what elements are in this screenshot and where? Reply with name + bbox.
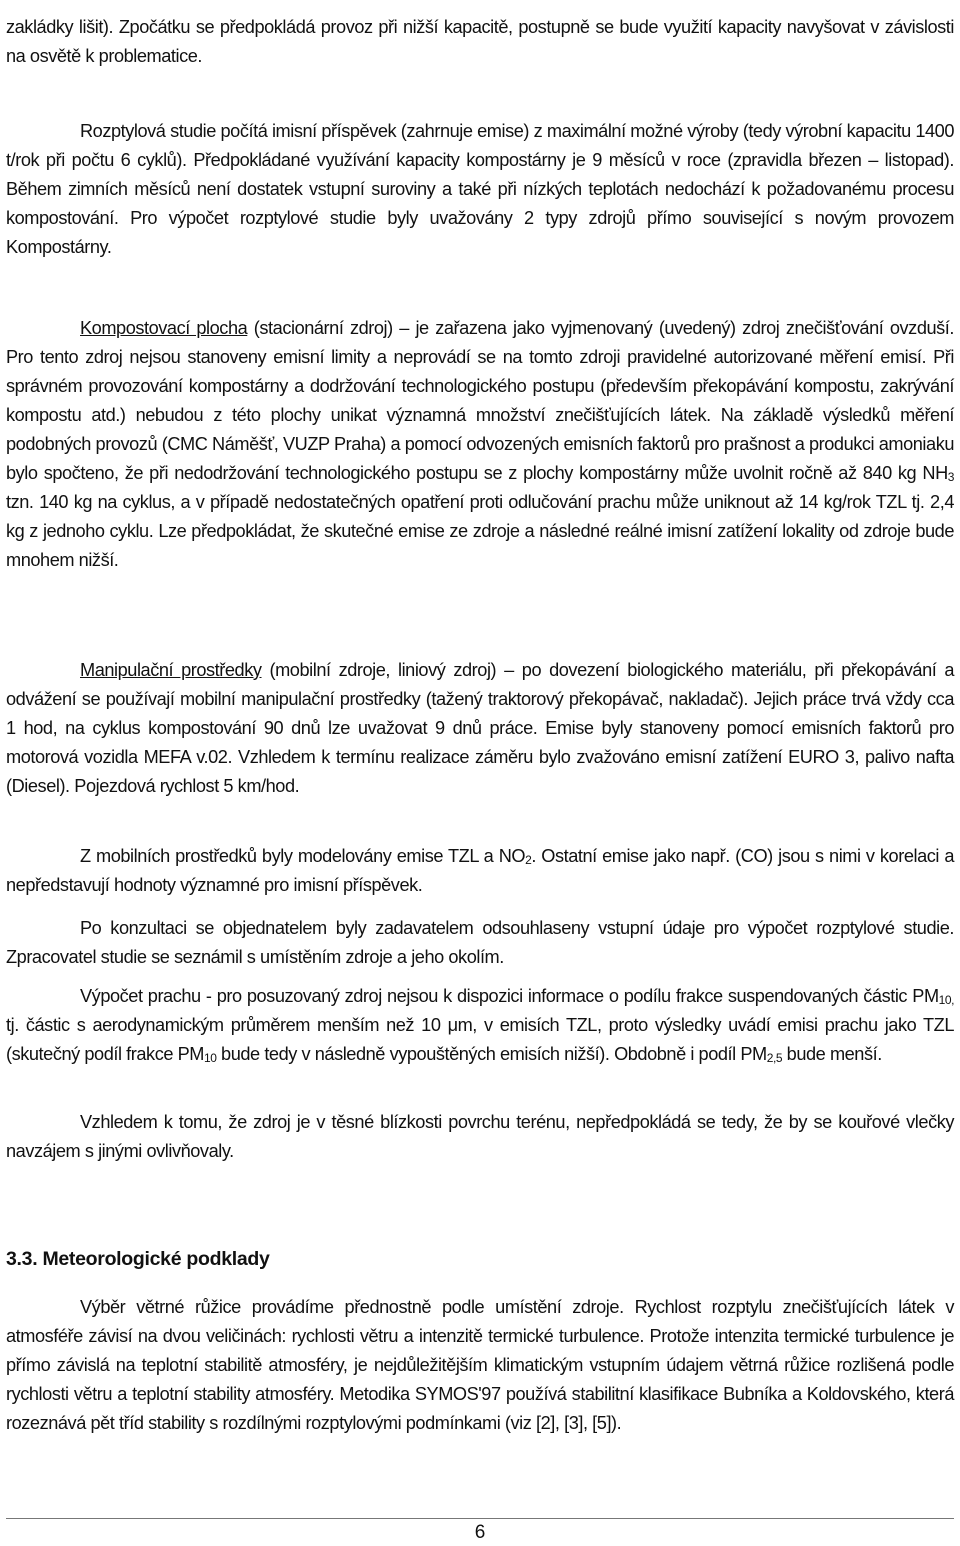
paragraph-vypocet-prachu: Výpočet prachu - pro posuzovaný zdroj nejsou k dispozici informace o podílu frakce suspendovaných částic $PM_{10,}$ tj. částic s aerodynamickým průměrem menším než 10 μm, v emisích TZL, proto výsledky uvádí emisi prachu jako TZL (skutečný podíl frakce $PM_{10}$ bude tedy v následně vypouštěných emisích nižší). Obdobně i podíl $PM_{2,5}$ bude menší. — [6, 986, 954, 1065]
paragraph-manipulacni-prostredky: Manipulační prostředky (mobilní zdroje, liniový zdroj) – po dovezení biologického materiálu, při překopávání a odvážení se používají mobilní manipulační prostředky (tažený traktorový překopávač, nakladač). Jejich práce trvá vždy cca 1 hod, na cyklus kompostování 90 dnů lze uvažovat 9 dnů práce. Emise byly stanoveny pomocí emisních faktorů pro motorová vozidla MEFA v.02. Vzhledem k termínu realizace záměru bylo zvažováno emisní zatížení EURO 3, palivo nafta (Diesel). Pojezdová rychlost 5 km/hod. — [6, 660, 954, 796]
page-number: 6 — [474, 1522, 486, 1543]
paragraph-meteorologicke-podklady: Výběr větrné růžice provádíme přednostně podle umístění zdroje. Rychlost rozptylu znečišťujících látek v atmosféře závisí na dvou veličinách: rychlosti větru a intenzitě termické turbulence. Protože intenzita termické turbulence je přímo závislá na teplotní stabilitě atmosféry, je nejdůležitějším klimatickým vstupním údajem větrná růžice rozlišená podle rychlosti větru a teplotní stability atmosféry. Metodika SYMOS'97 používá stabilitní klasifikace Bubníka a Koldovského, která rozeznává pět tříd stability s rozdílnými rozptylovými podmínkami (viz [2], [3], [5]). — [6, 1297, 954, 1433]
paragraph-2: Rozptylová studie počítá imisní příspěvek (zahrnuje emise) z maximální možné výroby (tedy výrobní kapacitu 1400 t/rok při počtu 6 cyklů). Předpokládané využívání kapacity kompostárny je 9 měsíců v roce (zpravidla březen – listopad). Během zimních měsíců není dostatek vstupní suroviny a také při nízkých teplotách nedochází k požadovanému procesu kompostování. Pro výpočet rozptylové studie byly uvažovány 2 typy zdrojů přímo související s novým provozem Kompostárny. — [6, 121, 954, 257]
footer-divider — [6, 1518, 954, 1519]
paragraph-1: zakládky lišit). Zpočátku se předpokládá provoz při nižší kapacitě, postupně se bude využití kapacity navyšovat v závislosti na osvětě k problematice. — [6, 17, 954, 66]
manipulacni-prostredky-term: Manipulační prostředky — [80, 660, 262, 680]
paragraph-mobilni-prostredky: Z mobilních prostředků byly modelovány emise TZL a $NO_2$. Ostatní emise jako např. (CO) jsou s nimi v korelaci a nepředstavují hodnoty významné pro imisní příspěvek. — [6, 846, 954, 895]
paragraph-konzultace: Po konzultaci se objednatelem byly zadavatelem odsouhlaseny vstupní údaje pro výpočet rozptylové studie. Zpracovatel studie se seznámil s umístěním zdroje a jeho okolím. — [6, 918, 954, 967]
paragraph-kourove-vlecky: Vzhledem k tomu, že zdroj je v těsné blízkosti povrchu terénu, nepředpokládá se tedy, že by se kouřové vlečky navzájem s jinými ovlivňovaly. — [6, 1112, 954, 1161]
kompostovaci-plocha-term: Kompostovací plocha — [80, 318, 248, 338]
section-heading: 3.3. Meteorologické podklady — [6, 1248, 270, 1270]
paragraph-kompostovaci-plocha: Kompostovací plocha (stacionární zdroj) – je zařazena jako vyjmenovaný (uvedený) zdroj znečišťování ovzduší. Pro tento zdroj nejsou stanoveny emisní limity a neprovádí se na tomto zdroji pravidelné autorizované měření emisí. Při správném provozování kompostárny a dodržování technologického postupu (především překopávání kompostu, zakrývání kompostu atd.) nebudou z této plochy unikat významná množství znečišťujících látek. Na základě výsledků měření podobných provozů (CMC Náměšť, VUZP Praha) a pomocí odvozených emisních faktorů pro prašnost a produkci amoniaku bylo spočteno, že při nedodržování technologického postupu se z plochy kompostárny může uvolnit ročně až 840 kg $NH_3$ tzn. 140 kg na cyklus, a v případě nedostatečných opatření proti odlučování prachu může uniknout až 14 kg/rok TZL tj. 2,4 kg z jednoho cyklu. Lze předpokládat, že skutečné emise ze zdroje a následné reálné imisní zatížení lokality od zdroje bude mnohem nižší. — [6, 318, 955, 570]
